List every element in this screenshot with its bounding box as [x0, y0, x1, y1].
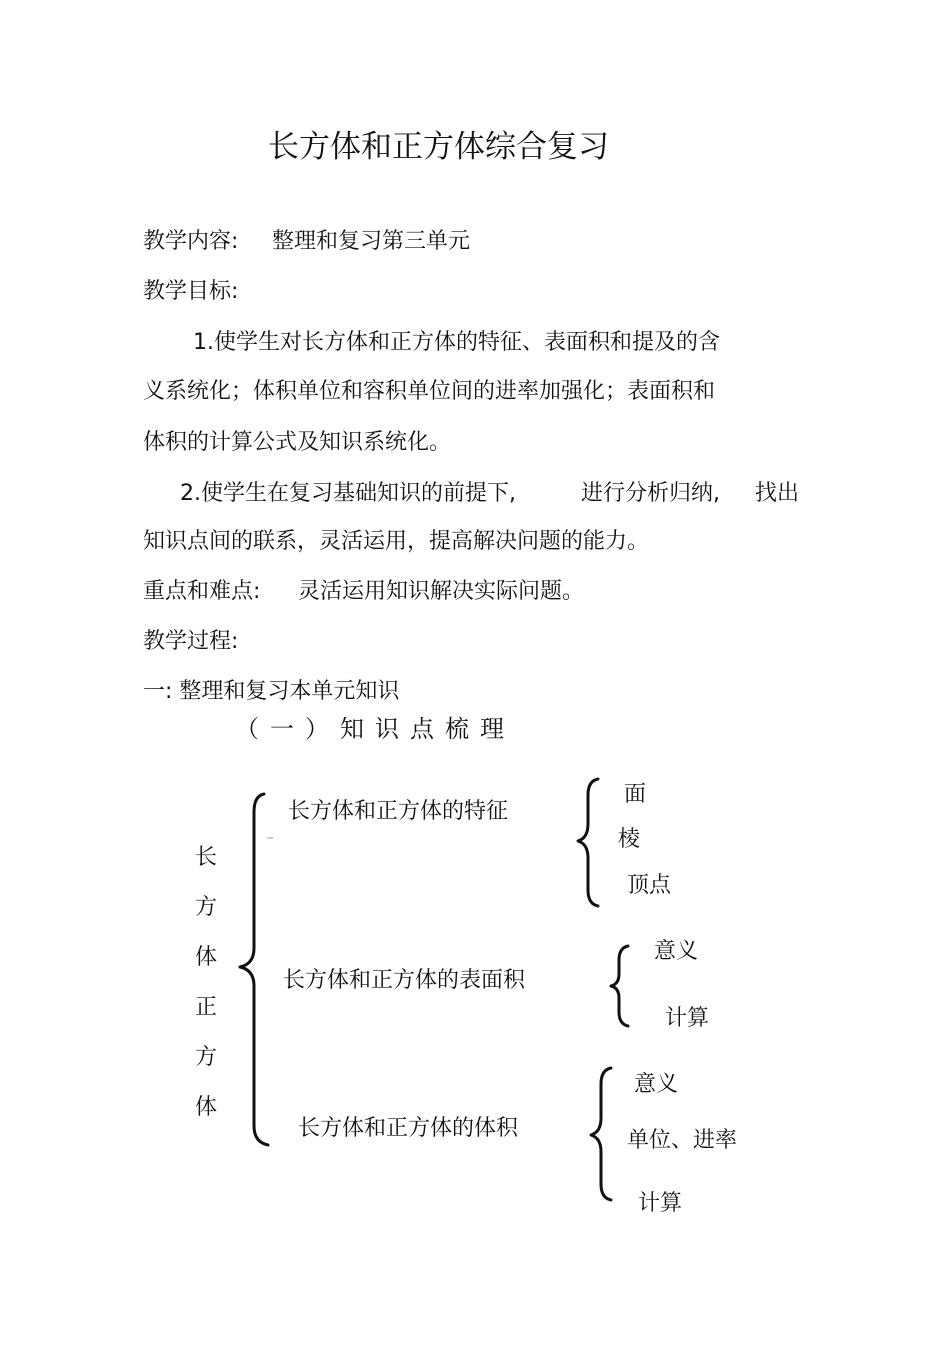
content-value: 整理和复习第三单元 [272, 229, 471, 254]
goal2-line1-part1: 2.使学生在复习基础知识的前提下, [180, 481, 516, 506]
leaf-volume-meaning: 意义 [634, 1072, 679, 1097]
tree-root-char: 长 [195, 845, 218, 870]
leaf-edge: 棱 [618, 827, 641, 852]
branch-features: 长方体和正方体的特征 [288, 799, 509, 824]
leaf-face: 面 [624, 782, 647, 807]
leaf-volume-calc: 计算 [638, 1191, 683, 1216]
features-brace [578, 779, 598, 906]
leaf-volume-units: 单位、进率 [627, 1128, 738, 1153]
goal1-line2: 义系统化；体积单位和容积单位间的进率加强化；表面积和 [143, 379, 716, 404]
leaf-area-meaning: 意义 [654, 939, 699, 964]
goals-label: 教学目标: [143, 279, 239, 304]
subsection-heading: （一）知识点梳理 [235, 715, 515, 743]
main-brace [240, 794, 268, 1145]
document-title: 长方体和正方体综合复习 [268, 129, 609, 165]
tree-root-char: 方 [195, 895, 218, 920]
leaf-area-calc: 计算 [665, 1006, 710, 1031]
section-heading: 一: 整理和复习本单元知识 [143, 679, 400, 704]
goal2-line1-part2: 进行分析归纳, [581, 481, 720, 506]
keypoints-value: 灵活运用知识解决实际问题。 [298, 579, 585, 604]
area-brace [611, 946, 628, 1026]
goal2-line1-part3: 找出 [755, 481, 800, 506]
keypoints-label: 重点和难点: [143, 579, 261, 604]
goal1-line3: 体积的计算公式及知识系统化。 [143, 430, 452, 455]
content-label: 教学内容: [143, 229, 239, 254]
branch-surface-area: 长方体和正方体的表面积 [283, 968, 526, 993]
tree-root-char: 方 [195, 1045, 218, 1070]
tree-root-char: 体 [195, 1095, 218, 1120]
leaf-vertex: 顶点 [627, 873, 672, 898]
goal2-line2: 知识点间的联系，灵活运用，提高解决问题的能力。 [143, 529, 650, 554]
branch-volume: 长方体和正方体的体积 [298, 1116, 519, 1141]
tree-root-char: 体 [195, 945, 218, 970]
process-label: 教学过程: [143, 629, 239, 654]
volume-brace [591, 1068, 611, 1200]
goal1-line1: 1.使学生对长方体和正方体的特征、表面积和提及的含 [193, 330, 720, 355]
tree-root-char: 正 [195, 995, 218, 1020]
